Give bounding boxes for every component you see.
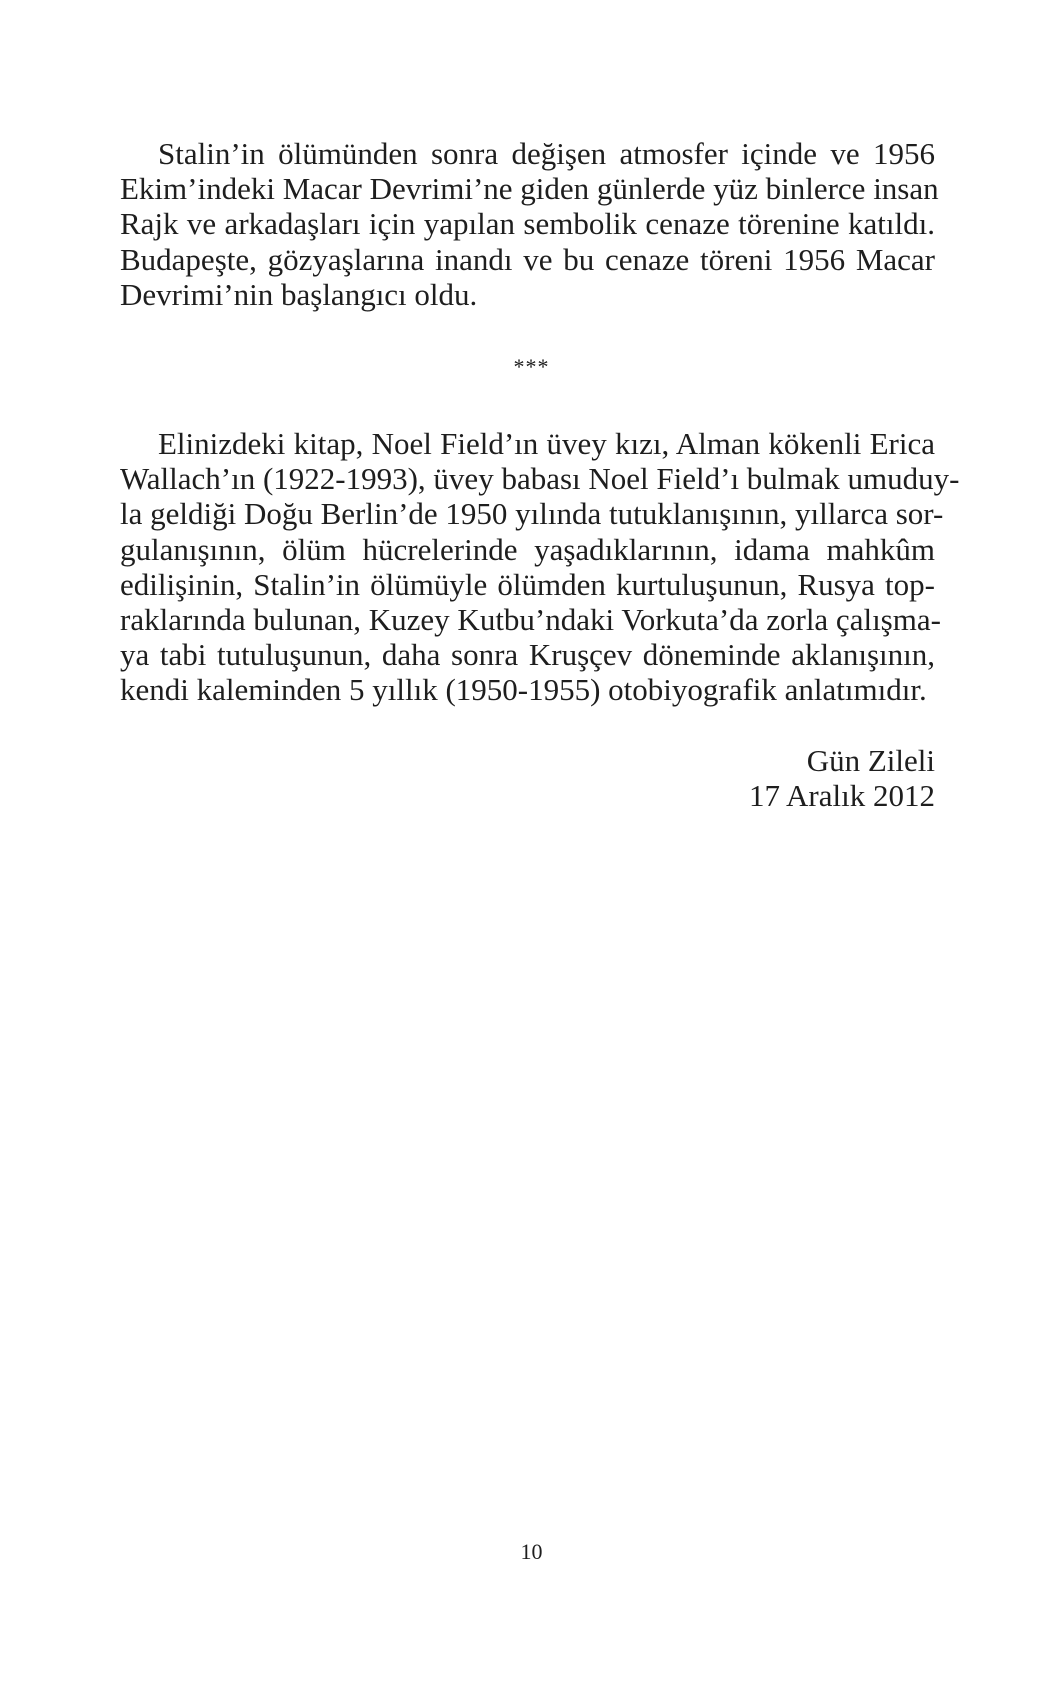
paragraph-line: Stalin’in ölümünden sonra değişen atmosfer içinde ve 1956 (158, 136, 935, 171)
paragraph-line: Elinizdeki kitap, Noel Field’ın üvey kızı, Alman kökenli Erica (158, 426, 935, 461)
paragraph-line: Ekim’indeki Macar Devrimi’ne giden günlerde yüz binlerce insan (120, 171, 939, 207)
paragraph-line: Budapeşte, gözyaşlarına inandı ve bu cenaze töreni 1956 Macar (120, 241, 935, 277)
paragraph-line: la geldiği Doğu Berlin’de 1950 yılında tutuklanışının, yıllarca sor- (120, 496, 944, 532)
paragraph-line: Rajk ve arkadaşları için yapılan sembolik cenaze törenine katıldı. (120, 206, 935, 242)
signature-author: Gün Zileli (806, 743, 935, 778)
section-separator: *** (513, 354, 550, 379)
paragraph-line: kendi kaleminden 5 yıllık (1950-1955) otobiyografik anlatımıdır. (120, 672, 927, 708)
paragraph-line: gulanışının, ölüm hücrelerinde yaşadıklarının, idama mahkûm (120, 531, 935, 567)
paragraph-line: edilişinin, Stalin’in ölümüyle ölümden kurtuluşunun, Rusya top- (120, 566, 935, 602)
paragraph-line: Devrimi’nin başlangıcı oldu. (120, 276, 478, 312)
paragraph-line: Wallach’ın (1922-1993), üvey babası Noel Field’ı bulmak umuduy- (120, 461, 960, 497)
signature-block (749, 743, 935, 813)
paragraph-stalin-death (120, 136, 939, 312)
paragraph-line: ya tabi tutuluşunun, daha sonra Kruşçev döneminde aklanışının, (120, 637, 935, 673)
paragraph-line: raklarında bulunan, Kuzey Kutbu’ndaki Vorkuta’da zorla çalışma- (120, 602, 941, 638)
page-number: 10 (520, 1539, 543, 1564)
paragraph-book-summary (120, 426, 960, 708)
signature-date: 17 Aralık 2012 (749, 778, 935, 814)
